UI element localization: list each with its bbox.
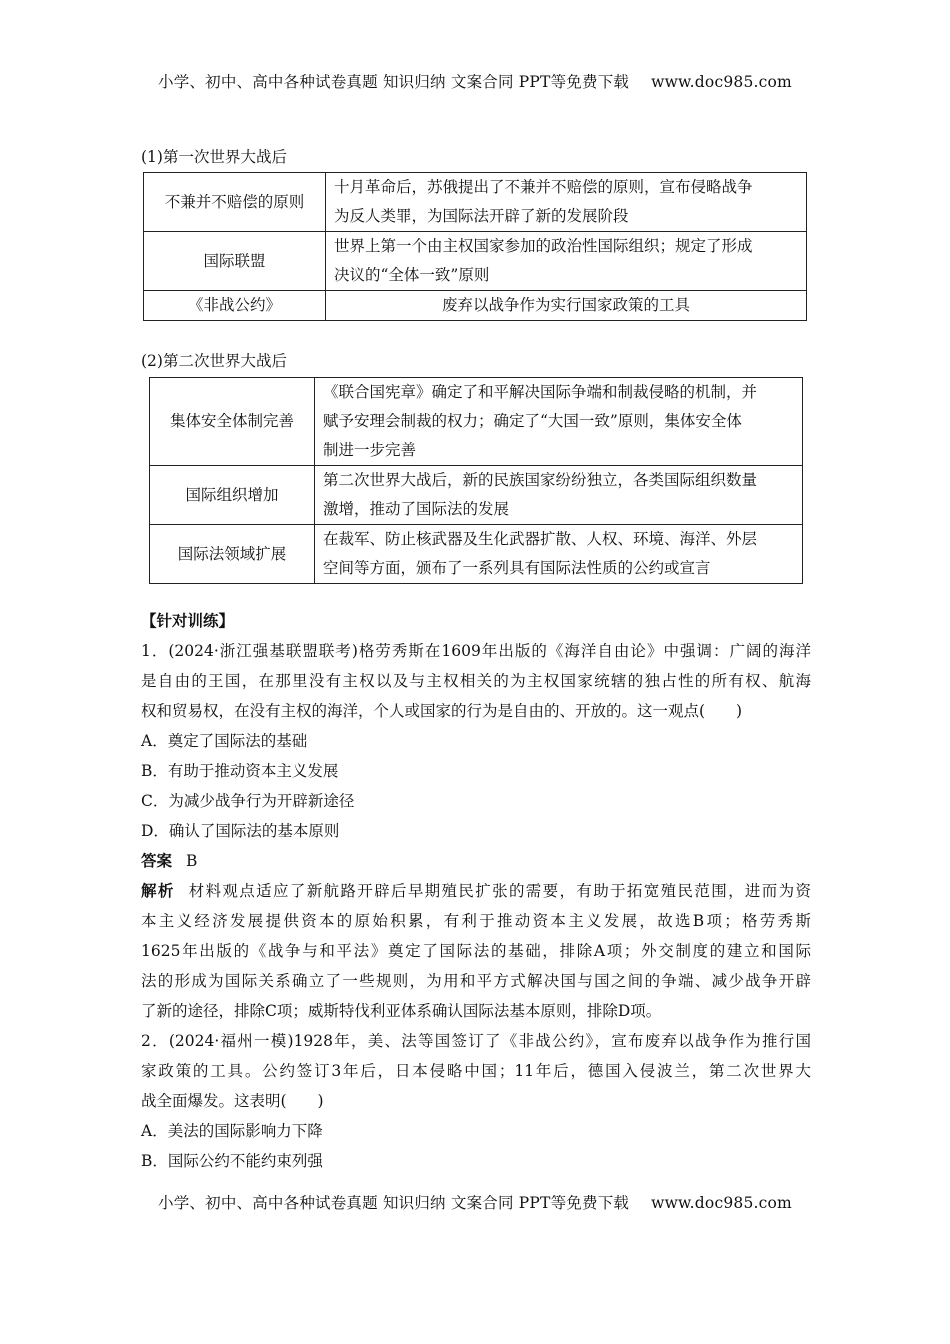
- table-value: 十月革命后，苏俄提出了不兼并不赔偿的原则，宣布侵略战争 为反人类罪，为国际法开辟了新的发展阶段: [326, 173, 807, 232]
- answer-label: 答案: [141, 851, 173, 870]
- header-site-link[interactable]: www.doc985.com: [651, 73, 792, 91]
- training-heading: 【针对训练】: [141, 611, 235, 630]
- table-value: 废弃以战争作为实行国家政策的工具: [326, 291, 807, 321]
- analysis-line: 1625年出版的《战争与和平法》奠定了国际法的基础，排除A项；外交制度的建立和国际: [141, 942, 811, 960]
- table-value: 第二次世界大战后，新的民族国家纷纷独立，各类国际组织数量 激增，推动了国际法的发展: [315, 466, 803, 525]
- training-section: [141, 606, 811, 1176]
- footer-site-link[interactable]: www.doc985.com: [651, 1194, 792, 1212]
- table-row: [144, 232, 807, 291]
- page-footer: [0, 1191, 950, 1213]
- section-title-ww2: (2)第二次世界大战后: [141, 352, 287, 370]
- analysis-label: 解析: [141, 881, 175, 900]
- table-key: 国际联盟: [144, 232, 326, 291]
- option-d: D．确认了国际法的基本原则: [141, 822, 340, 840]
- ww2-table: [149, 377, 803, 584]
- question-1-line: 是自由的王国，在那里没有主权以及与主权相关的为主权国家统辖的独占性的所有权、航海: [141, 672, 811, 690]
- table-key: 不兼并不赔偿的原则: [144, 173, 326, 232]
- table-row: [144, 291, 807, 321]
- question-1-line: 1．(2024·浙江强基联盟联考)格劳秀斯在1609年出版的《海洋自由论》中强调：广阔的海洋: [141, 642, 811, 660]
- table-value: 《联合国宪章》确定了和平解决国际争端和制裁侵略的机制，并 赋予安理会制裁的权力；确定了“大国一致”原则，集体安全体 制进一步完善: [315, 378, 803, 466]
- question-2-line: 2．(2024·福州一模)1928年，美、法等国签订了《非战公约》，宣布废弃以战争作为推行国: [141, 1032, 811, 1050]
- answer-line: [141, 846, 811, 876]
- option-b: B．国际公约不能约束列强: [141, 1152, 323, 1170]
- analysis-line: 了新的途径，排除C项；威斯特伐利亚体系确认国际法基本原则，排除D项。: [141, 1002, 662, 1020]
- table-key: 国际法领域扩展: [150, 525, 315, 584]
- table-value: 世界上第一个由主权国家参加的政治性国际组织；规定了形成 决议的“全体一致”原则: [326, 232, 807, 291]
- header-text: 小学、初中、高中各种试卷真题 知识归纳 文案合同 PPT等免费下载: [158, 73, 630, 91]
- analysis-line: 法的形成为国际关系确立了一些规则，为用和平方式解决国与国之间的争端、减少战争开辟: [141, 972, 811, 990]
- option-a: A．美法的国际影响力下降: [141, 1122, 323, 1140]
- table-value: 在裁军、防止核武器及生化武器扩散、人权、环境、海洋、外层 空间等方面，颁布了一系列具有国际法性质的公约或宣言: [315, 525, 803, 584]
- page-header: [0, 70, 950, 92]
- section-title-ww1: (1)第一次世界大战后: [141, 148, 287, 166]
- question-2-line: 战全面爆发。这表明( ): [141, 1092, 324, 1110]
- analysis-line: [141, 876, 811, 906]
- footer-text: 小学、初中、高中各种试卷真题 知识归纳 文案合同 PPT等免费下载: [158, 1194, 630, 1212]
- question-1-line: 权和贸易权，在没有主权的海洋，个人或国家的行为是自由的、开放的。这一观点( ): [141, 702, 743, 720]
- ww1-table: [143, 172, 807, 321]
- option-b: B．有助于推动资本主义发展: [141, 762, 339, 780]
- option-a: A．奠定了国际法的基础: [141, 732, 308, 750]
- answer-value: B: [186, 852, 198, 870]
- table-key: 集体安全体制完善: [150, 378, 315, 466]
- analysis-line: 本主义经济发展提供资本的原始积累，有利于推动资本主义发展，故选B项；格劳秀斯: [141, 912, 811, 930]
- table-key: 《非战公约》: [144, 291, 326, 321]
- table-row: [150, 378, 803, 466]
- table-row: [150, 466, 803, 525]
- table-row: [144, 173, 807, 232]
- analysis-text: 材料观点适应了新航路开辟后早期殖民扩张的需要，有助于拓宽殖民范围，进而为资: [188, 882, 811, 900]
- table-row: [150, 525, 803, 584]
- table-key: 国际组织增加: [150, 466, 315, 525]
- option-c: C．为减少战争行为开辟新途径: [141, 792, 355, 810]
- question-2-line: 家政策的工具。公约签订3年后，日本侵略中国；11年后，德国入侵波兰，第二次世界大: [141, 1062, 811, 1080]
